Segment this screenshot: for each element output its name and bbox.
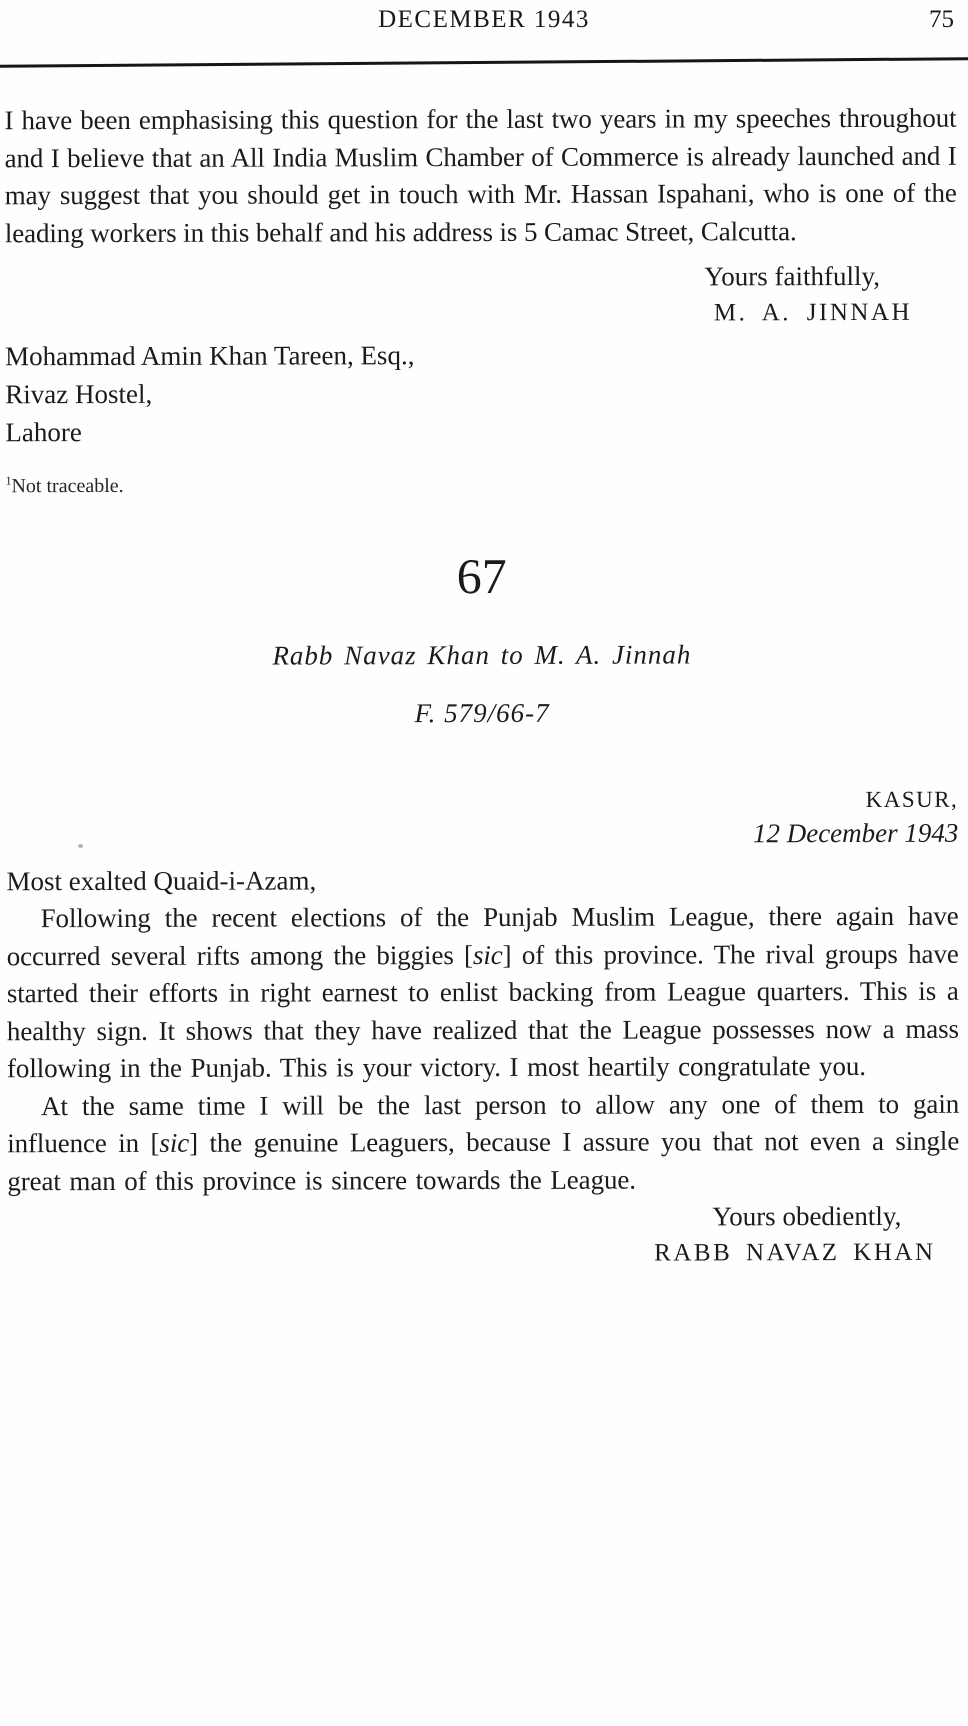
document-heading: Rabb Navaz Khan to M. A. Jinnah [272,638,692,671]
place-line: KASUR, [865,786,959,812]
footnote-text: Not traceable. [11,474,124,497]
place-date-block [6,784,958,852]
addressee-street: Rivaz Hostel, [5,378,153,409]
header-rule [0,57,968,68]
letter66-valediction: Yours faithfully, [704,260,880,292]
running-head-title: DECEMBER 1943 [378,6,590,33]
letter67-signature: RABB NAVAZ KHAN [654,1238,936,1267]
letter66-footnote [5,470,957,498]
letter66-body: I have been emphasising this question for the last two years in my speeches throughout and I believe that an All India Muslim Chamber of Commerce is already launched and I may suggest that you should get in touch with Mr. Hassan Ispahani, who is one of the leading workers in this behalf and his address is 5 Camac Street, Calcutta. [4,102,957,248]
footnote-marker: 1 [5,473,12,488]
letter67-paragraph-2: At the same time I will be the last person to allow any one of them to gain influence in [sic] the genuine Leaguers, because I assure you that not even a single great man of this province is sincere towards the League. [7,1088,960,1196]
letter67-paragraph-1: Following the recent elections of the Punjab Muslim League, there again have occurred several rifts among the biggies [sic] of this province. The rival groups have started their efforts in right earnest to enlist backing from League quarters. This is a healthy sign. It shows that they have realized that the League possesses now a mass following in the Punjab. This is your victory. I most heartily congratulate you. [6,900,959,1084]
date-line: 12 December 1943 [752,817,959,848]
salutation: Most exalted Quaid-i-Azam, [6,864,317,896]
page-number: 75 [929,6,954,33]
document-number: 67 [456,547,507,604]
page-content [4,100,959,1272]
letter66-signature: M. A. JINNAH [713,298,913,326]
letter66-addressee [5,334,957,450]
letter67-valediction: Yours obediently, [712,1200,902,1232]
running-head [0,6,968,40]
addressee-name: Mohammad Amin Khan Tareen, Esq., [5,339,415,371]
file-reference: F. 579/66-7 [414,697,550,728]
addressee-city: Lahore [5,416,82,447]
